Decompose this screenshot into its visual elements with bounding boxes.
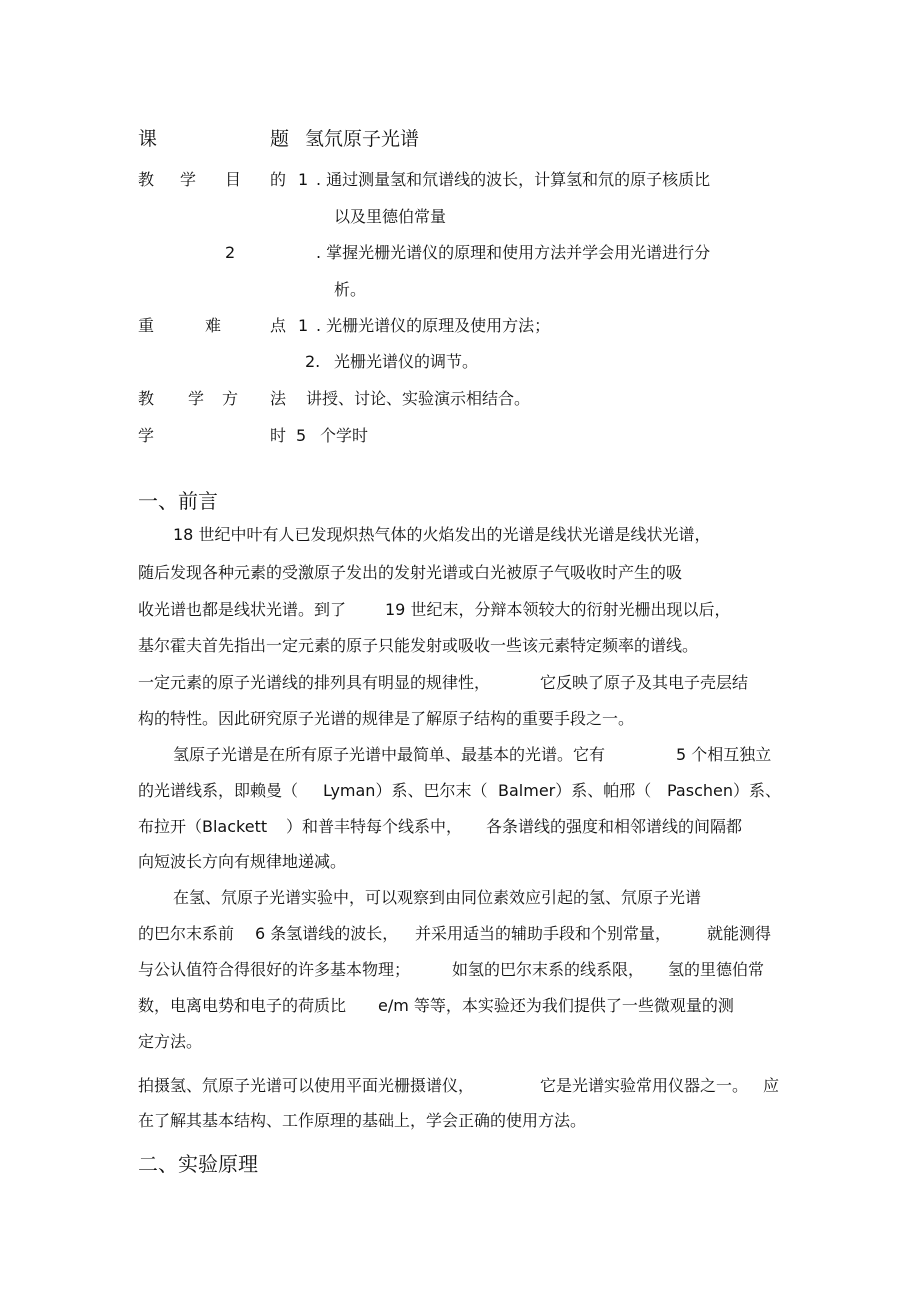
hours-label-1: 学 (138, 426, 155, 445)
p2-line-2a: 的光谱线系，即赖曼（ (138, 781, 299, 800)
objectives-label-3: 目 (225, 170, 242, 189)
p3-line-2d: 就能测得 (707, 924, 772, 943)
method-label-4: 法 (270, 389, 287, 408)
p1-line-6: 构的特性。因此研究原子光谱的规律是了解原子结构的重要手段之一。 (138, 709, 635, 728)
keypoint-2: 光栅光谱仪的调节。 (334, 352, 479, 371)
p3-line-3c: 氢的里德伯常 (668, 960, 765, 979)
p3-line-2b: 6 条氢谱线的波长， (255, 924, 399, 943)
p3-line-4b: e/m 等等，本实验还为我们提供了一些微观量的测 (378, 996, 734, 1015)
keypoints-label-2: 难 (205, 316, 222, 335)
p4-line-1b: 它是光谱实验常用仪器之一。 (540, 1076, 749, 1095)
p4-line-1a: 拍摄氢、氘原子光谱可以使用平面光栅摄谱仪， (138, 1076, 475, 1095)
objective-2-line-2: 析。 (334, 280, 367, 299)
keypoints-label-3: 点 (270, 316, 287, 335)
p3-line-5: 定方法。 (138, 1032, 203, 1051)
p2-line-1b: 5 个相互独立 (676, 745, 772, 764)
p1-line-5a: 一定元素的原子光谱线的排列具有明显的规律性， (138, 673, 491, 692)
p1-line-3b: 19 世纪末，分辩本领较大的衍射光栅出现以后， (385, 600, 731, 619)
p3-line-3b: 如氢的巴尔末系的线系限， (452, 960, 645, 979)
objective-2-line-1: . 掌握光栅光谱仪的原理和使用方法并学会用光谱进行分 (316, 243, 711, 262)
objective-1-line-2: 以及里德伯常量 (334, 207, 447, 226)
p2-line-3b: ）和普丰特每个线系中， (286, 817, 463, 836)
course-label-1: 课 (138, 128, 158, 150)
keypoint-2-number: 2. (305, 352, 321, 371)
p3-line-2c: 并采用适当的辅助手段和个别常量， (415, 924, 672, 943)
method-value: 讲授、讨论、实验演示相结合。 (306, 389, 531, 408)
method-label-1: 教 (138, 389, 155, 408)
p2-line-3a: 布拉开（Blackett (138, 817, 268, 836)
keypoint-1-number: 1 (298, 316, 309, 335)
p2-line-2c: Balmer）系、帕邢（ (498, 781, 652, 800)
method-label-3: 方 (222, 389, 239, 408)
hours-value: 个学时 (320, 426, 369, 445)
p1-line-2: 随后发现各种元素的受激原子发出的发射光谱或白光被原子气吸收时产生的吸 (138, 563, 683, 582)
course-label-2: 题 (270, 128, 290, 150)
p3-line-1: 在氢、氘原子光谱实验中，可以观察到由同位素效应引起的氢、氘原子光谱 (173, 888, 702, 907)
p4-line-1c: 应 (763, 1076, 780, 1095)
p2-line-4: 向短波长方向有规律地递减。 (138, 852, 347, 871)
objective-1-number: 1 (298, 170, 309, 189)
p2-line-3c: 各条谱线的强度和相邻谱线的间隔都 (486, 817, 743, 836)
method-label-2: 学 (188, 389, 205, 408)
p2-line-1a: 氢原子光谱是在所有原子光谱中最简单、最基本的光谱。它有 (173, 745, 606, 764)
course-title: 氢氘原子光谱 (305, 128, 420, 150)
hours-number: 5 (296, 426, 307, 445)
objectives-label-4: 的 (270, 170, 287, 189)
hours-label-2: 时 (270, 426, 287, 445)
p3-line-2a: 的巴尔末系前 (138, 924, 235, 943)
p2-line-2d: Paschen）系、 (667, 781, 781, 800)
section-1-heading: 一、前言 (138, 489, 218, 513)
objectives-label-1: 教 (138, 170, 155, 189)
p1-line-4: 基尔霍夫首先指出一定元素的原子只能发射或吸收一些该元素特定频率的谱线。 (138, 636, 699, 655)
objective-2-number: 2 (225, 243, 236, 262)
objective-1-line-1: . 通过测量氢和氘谱线的波长，计算氢和氘的原子核质比 (316, 170, 711, 189)
p3-line-3a: 与公认值符合得很好的许多基本物理； (138, 960, 411, 979)
keypoints-label-1: 重 (138, 316, 155, 335)
p4-line-2: 在了解其基本结构、工作原理的基础上，学会正确的使用方法。 (138, 1111, 587, 1130)
p1-line-3a: 收光谱也都是线状光谱。到了 (138, 600, 347, 619)
keypoint-1: . 光栅光谱仪的原理及使用方法； (316, 316, 551, 335)
p1-line-1: 18 世纪中叶有人已发现炽热气体的火焰发出的光谱是线状光谱是线状光谱， (173, 525, 711, 544)
p1-line-5b: 它反映了原子及其电子壳层结 (540, 673, 749, 692)
p2-line-2b: Lyman）系、巴尔末（ (323, 781, 488, 800)
objectives-label-2: 学 (180, 170, 197, 189)
section-2-heading: 二、实验原理 (138, 1152, 258, 1176)
p3-line-4a: 数，电离电势和电子的荷质比 (138, 996, 347, 1015)
